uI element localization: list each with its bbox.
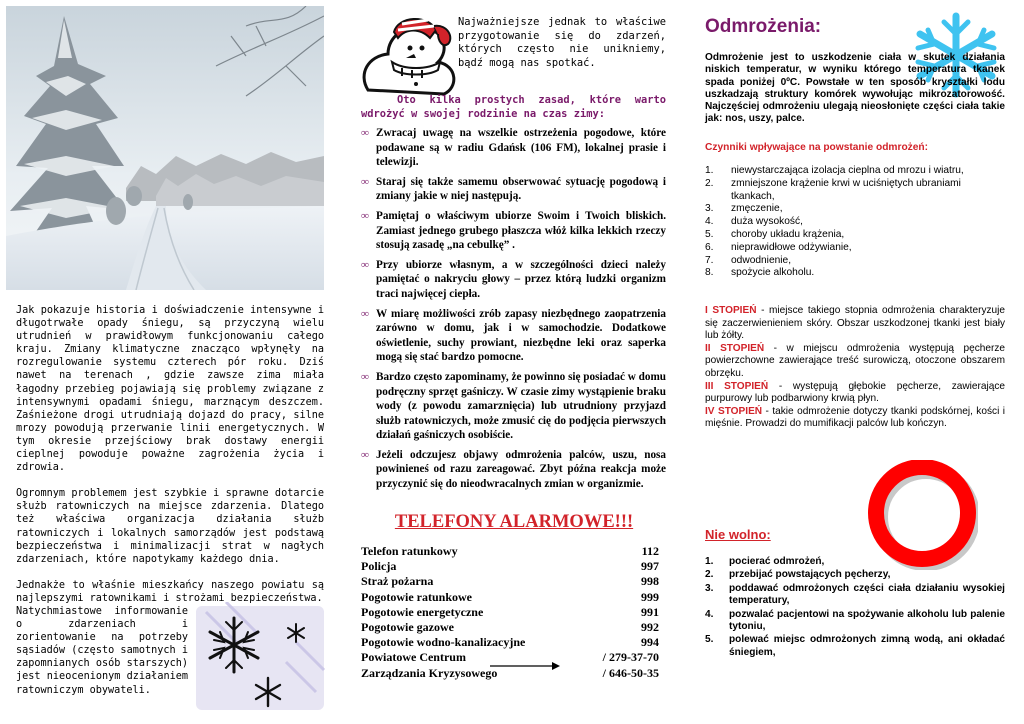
prohibited-item: 3. poddawać odmrożonych części ciała działaniu wysokiej temperatury, — [705, 582, 1005, 607]
prohibited-item: 1. pocierać odmrożeń, — [705, 556, 825, 567]
degree-text: - takie odmrożenie dotyczy tkanki podskórnej, kości i mięśnie. Prowadzi do mumifikacji palców lub kończyn. — [705, 405, 1005, 430]
right-panel — [700, 10, 1012, 715]
factor-item: 1. niewystarczająca izolacja cieplna od mrozu i wiatru, — [705, 165, 964, 176]
factor-item: 8. spożycie alkoholu. — [705, 267, 815, 279]
prohibited-item: 4. pozwalać pacjentowi na spożywanie alkoholu lub palenie tytoniu, — [705, 608, 1005, 633]
prohibited-title: Nie wolno: — [705, 527, 771, 542]
factor-item: 6. nieprawidłowe odżywianie, — [705, 241, 852, 253]
winter-tips-list — [361, 126, 666, 497]
preparation-intro: Najważniejsze jednak to właściwe przygotowanie się do zdarzeń, których często nie unikniemy, bądź mogą nas spotkać. — [458, 16, 666, 69]
phone-row: Policja 997 — [361, 559, 659, 574]
intro-paragraph-4: Natychmiastowe informowanie o zdarzeniach i zorientowanie na potrzeby sąsiadów (często samotnych i zapomnianych osób starszych) jest nieocenionym działaniem ratowniczym obywateli. — [16, 605, 188, 696]
infinity-bullet-icon: ∞ — [361, 209, 369, 222]
alarm-phones-title: TELEFONY ALARMOWE!!! — [394, 512, 634, 532]
tip-item: ∞ Zwracaj uwagę na wszelkie ostrzeżenia pogodowe, które podawane są w radiu Gdańsk (106 FM), lokalnej prasie i telewizji. — [361, 127, 666, 169]
middle-panel — [358, 14, 668, 714]
snowflake-card-icon — [196, 602, 328, 712]
tip-item: ∞ Przy ubiorze własnym, a w szczególności dzieci należy pamiętać o nakryciu głowy – przez którą ludzki organizm traci najwięcej ciepła. — [361, 258, 666, 300]
phone-list — [361, 544, 662, 681]
infinity-bullet-icon: ∞ — [361, 175, 369, 188]
phone-row: Zarządzania Kryzysowego / 646-50-35 — [361, 665, 659, 680]
arrow-right-icon — [490, 662, 560, 670]
factor-item: 7. odwodnienie, — [705, 254, 792, 266]
degree-text: - występują głębokie pęcherze, zawierające purpurowy lub podbarwiony krwią płyn. — [705, 380, 1005, 405]
phone-row: Pogotowie ratunkowe 999 — [361, 589, 659, 604]
intro-paragraph-3: Jednakże to właśnie mieszkańcy naszego powiatu są najlepszymi ratownikami i strożami bezpieczeństwa. — [16, 579, 324, 604]
phone-row: Telefon ratunkowy 112 — [361, 544, 659, 558]
left-panel — [6, 6, 324, 718]
factor-item: 2. zmniejszone krążenie krwi w uciśniętych ubraniami tkankach, — [705, 177, 961, 202]
infinity-bullet-icon: ∞ — [361, 258, 369, 271]
infinity-bullet-icon: ∞ — [361, 307, 369, 320]
factors-list — [705, 165, 1005, 280]
phone-row: Straż pożarna 998 — [361, 574, 659, 589]
factors-heading: Czynniki wpływające na powstanie odmrożeń: — [705, 142, 929, 153]
frostbite-definition: Odmrożenie jest to uszkodzenie ciała w skutek działania niskich temperatur, w wyniku którego temperatura tkanek spada poniżej 0ºC. Powstałe w ten sposób kryształki lodu uszkadzają struktury komórek wywołując mikrozatorowość. Najczęściej odmrożeniu ulegają nieosłonięte części ciała takie jak: nos, uszy, palce. — [705, 52, 1005, 125]
tip-item: ∞ Staraj się także samemu obserwować sytuację pogodową i zmiany jakie w niej następują. — [361, 175, 666, 203]
factor-item: 3. zmęczenie, — [705, 203, 783, 215]
infinity-bullet-icon: ∞ — [361, 448, 369, 461]
intro-paragraph-1: Jak pokazuje historia i doświadczenie intensywne i długotrwałe opady śniegu, są przyczyną wielu utrudnień w prawidłowym funkcjonowaniu całego kraju. Zmiany klimatyczne znacząco wpłynęły na rozregulowanie systemu czterech pór roku. Dziś nawet na terenach , gdzie zawsze zima miała łagodny przebieg pojawiają się problemy związane z intensywnymi opadami śniegu, marznącym deszczem. Zaśnieżone drogi utrudniają dojazd do pracy, silne mrozy powodują przerwanie linii energetycznych. W tym okresie przejściowy brak dostawy energii cieplnej powoduje poważne zagrożenia życia i zdrowia. — [16, 305, 324, 474]
infinity-bullet-icon: ∞ — [361, 370, 369, 383]
factor-item: 5. choroby układu krążenia, — [705, 228, 845, 240]
phone-row: Powiatowe Centrum / 279-37-70 — [361, 650, 659, 665]
degree-text: - w miejscu odmrożenia występują pęcherze powierzchowne zawierające treść surowiczą, otoczone obszarem obrzęku. — [705, 342, 1005, 379]
prohibited-list — [705, 556, 1005, 660]
degree-label: IV STOPIEŃ — [705, 405, 763, 417]
prohibition-sign-icon — [868, 460, 978, 570]
winter-landscape-photo — [6, 6, 324, 290]
tip-item: ∞ Jeżeli odczujesz objawy odmrożenia palców, uszu, nosa powinieneś od razu zareagować. Zbyt późna reakcja może przyczynić się do nieodwracalnych zmian w organizmie. — [361, 448, 666, 491]
snowman-icon — [358, 14, 462, 96]
frostbite-degrees — [705, 305, 1005, 431]
degree-label: I STOPIEŃ — [705, 305, 757, 316]
prohibited-item: 5. polewać miejsc odmrożonych zimną wodą, ani okładać śniegiem, — [705, 634, 1005, 658]
phone-row: Pogotowie gazowe 992 — [361, 619, 659, 634]
phone-row: Pogotowie energetyczne 991 — [361, 604, 659, 619]
degree-label: III STOPIEŃ — [705, 380, 769, 392]
infinity-bullet-icon: ∞ — [361, 127, 369, 139]
prohibited-item: 2. przebijać powstających pęcherzy, — [705, 569, 891, 581]
tips-heading: Oto kilka prostych zasad, które warto wdrożyć w swojej rodzinie na czas zimy: — [361, 94, 666, 120]
tip-item: ∞ Pamiętaj o właściwym ubiorze Swoim i Twoich bliskich. Zamiast jednego grubego płaszcza włóż kilka lekkich rzeczy stosują zasadę „na cebulkę” . — [361, 209, 666, 252]
degree-text: - miejsce takiego stopnia odmrożenia charakteryzuje się zaczerwienieniem skóry. Obszar uszkodzonej tkanki jest biały lub żółty. — [705, 305, 1006, 342]
tip-item: ∞ Bardzo często zapominamy, że powinno się posiadać w domu podręczny sprzęt gaśniczy. W czasie zimy wystąpienie braku wody (z powodu zamarznięcia) lub utrudniony przyjazd służb ratowniczych, może zmusić cię do podjęcia pierwszych działań gaśniczych osobiście. — [361, 370, 666, 442]
frostbite-title: Odmrożenia: — [705, 16, 822, 37]
tip-item: ∞ W miarę możliwości zrób zapasy niezbędnego zaopatrzenia zarówno w domu, jak i w samochodzie. Dodatkowe oświetlenie, suchy prowiant, niezbędne leki oraz saperka mogą się stać bardzo pomocne. — [361, 307, 666, 364]
intro-paragraph-2: Ogromnym problemem jest szybkie i sprawne dotarcie służb ratowniczych na miejsce zdarzenia. Dlatego też właściwa organizacja działania służb ratowniczych i lokalnych samorządów jest podstawą bezpieczeństwa i minimalizacji strat w nagłych zdarzeniach, które napotykamy każdego dnia. — [16, 488, 324, 565]
degree-label: II STOPIEŃ — [705, 342, 765, 354]
phone-row: Pogotowie wodno-kanalizacyjne 994 — [361, 635, 659, 650]
factor-item: 4. duża wysokość, — [705, 216, 803, 228]
